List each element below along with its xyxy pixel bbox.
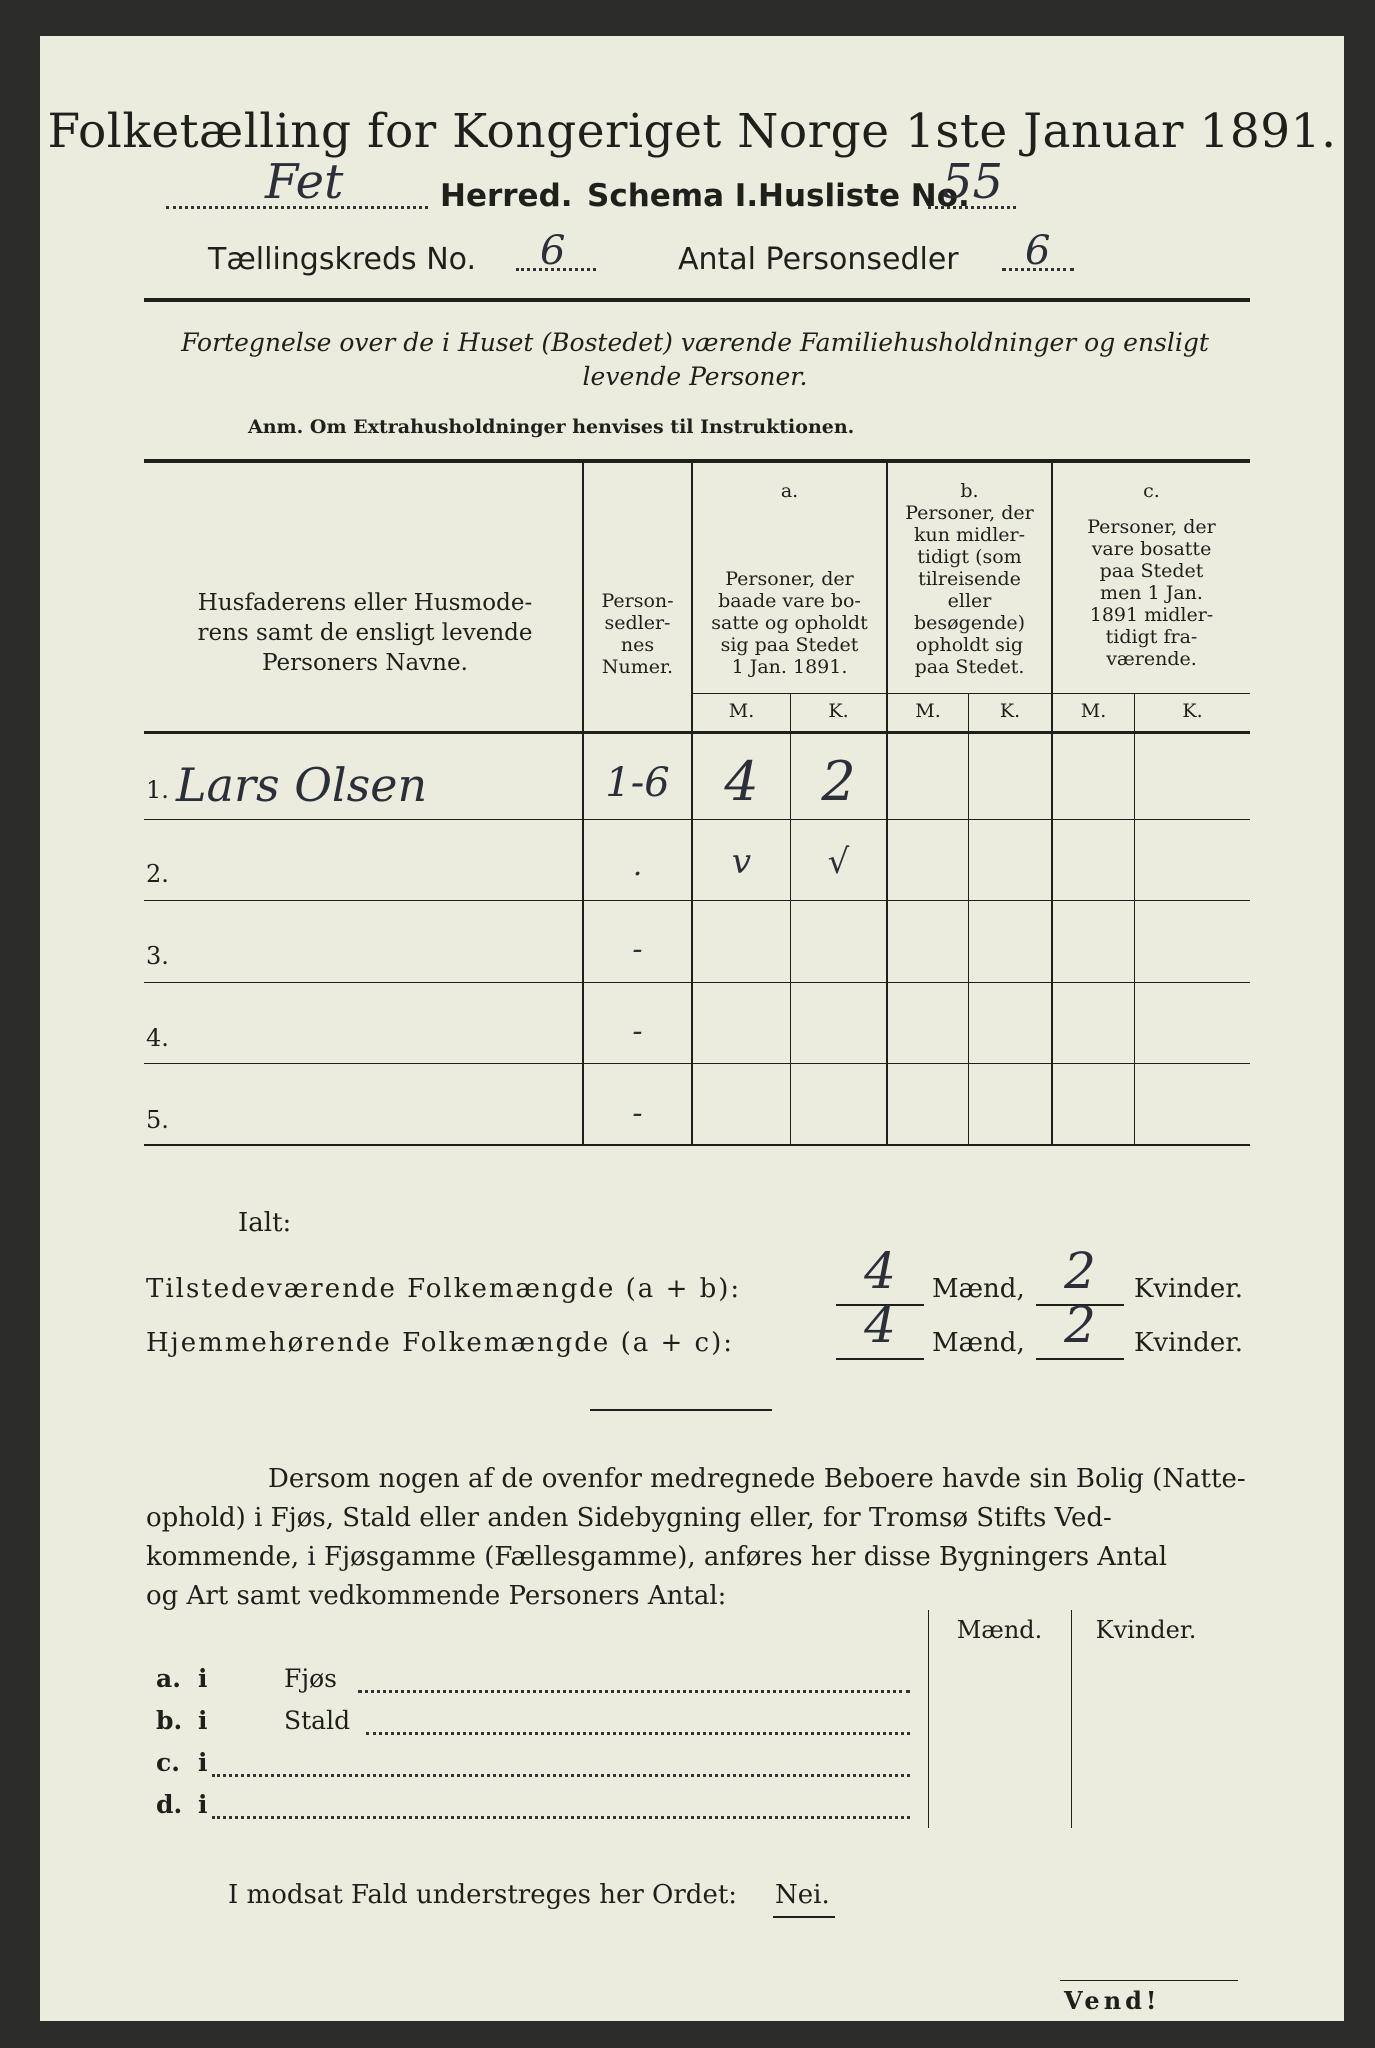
kreds-value: 6 [540, 228, 566, 274]
building-letter: a. [156, 1664, 181, 1693]
row-a-k: √ [827, 842, 850, 882]
vend-rule [1060, 1980, 1238, 1981]
header-rule [144, 298, 1250, 302]
row-sedler: - [632, 1096, 643, 1131]
census-form [40, 36, 1344, 2021]
row-rule-1 [144, 819, 1250, 820]
vend-label: Vend! [1064, 1986, 1161, 2015]
col-divider-c-mk [1134, 694, 1135, 1144]
row-a-m: 4 [724, 750, 759, 813]
nei-word: Nei. [775, 1880, 830, 1910]
col-a-letter: a. [780, 480, 799, 502]
herred-value: Fet [265, 154, 344, 210]
row-a-k: 2 [821, 750, 856, 813]
b-m-label: M. [915, 700, 941, 722]
tilstede-label: Tilstedeværende Folkemængde (a + b): [146, 1274, 742, 1304]
schema-label: Schema I. [587, 178, 759, 214]
hjemme-maend-label: Mænd, [932, 1328, 1025, 1358]
hjemme-m-value: 4 [864, 1296, 896, 1354]
antal-value: 6 [1025, 228, 1051, 274]
building-prep: i [198, 1664, 208, 1693]
b-k-label: K. [999, 700, 1021, 722]
nei-underline [773, 1916, 835, 1918]
hjemme-m-line [836, 1358, 924, 1360]
hjemme-label: Hjemmehørende Folkemængde (a + c): [146, 1328, 734, 1358]
anm-note: Anm. Om Extrahusholdninger henvises til Instruktionen. [248, 416, 855, 438]
col-num-header: Person- sedler- nes Numer. [601, 590, 674, 678]
table-bottom-rule [144, 1144, 1250, 1146]
tilstede-maend-label: Mænd, [932, 1274, 1025, 1304]
row-sedler: . [632, 848, 643, 883]
building-dots [212, 1816, 910, 1819]
row-rule-3 [144, 982, 1250, 983]
hjemme-kvinder-label: Kvinder. [1134, 1328, 1244, 1358]
col-c-letter: c. [1143, 480, 1160, 502]
row-number: 2. [146, 860, 169, 888]
row-number: 3. [146, 942, 169, 970]
building-prep: i [198, 1706, 208, 1735]
row-sedler: - [632, 932, 643, 967]
tilstede-k-value: 2 [1064, 1242, 1096, 1300]
col-c-header: Personer, der vare bosatte paa Stedet men 1 Jan. 1891 midler- tidigt fra- værende. [1087, 516, 1216, 670]
col-name-header: Husfaderens eller Husmode- rens samt de ensligt levende Personers Navne. [197, 590, 533, 676]
row-number: 4. [146, 1024, 169, 1052]
row-number: 5. [146, 1106, 169, 1134]
antal-label: Antal Personsedler [678, 242, 959, 277]
c-m-label: M. [1080, 700, 1107, 722]
tilstede-kvinder-label: Kvinder. [1134, 1274, 1244, 1304]
mk-header-rule [693, 693, 1250, 694]
building-letter: c. [156, 1748, 180, 1777]
col-b-header: Personer, der kun midler- tidigt (som tilreisende eller besøgende) opholdt sig paa Stedet. [905, 502, 1034, 678]
row-rule-4 [144, 1063, 1250, 1064]
building-dots [358, 1690, 910, 1693]
form-title: Folketælling for Kongeriget Norge 1ste Januar 1891. [47, 104, 1337, 159]
hjemme-k-value: 2 [1064, 1296, 1096, 1354]
row-a-m: v [731, 842, 752, 882]
hjemme-k-line [1036, 1358, 1124, 1360]
tilstede-m-value: 4 [864, 1242, 896, 1300]
building-label: Fjøs [284, 1664, 337, 1693]
intro-line-2: levende Personer. [582, 362, 808, 391]
kreds-label: Tællingskreds No. [208, 242, 476, 277]
c-k-label: K. [1182, 700, 1203, 722]
separator-rule [590, 1409, 772, 1411]
intro-line-1: Fortegnelse over de i Huset (Bostedet) værende Familiehusholdninger og ensligt [181, 328, 1209, 357]
a-m-label: M. [728, 700, 755, 722]
building-letter: b. [156, 1706, 183, 1735]
building-prep: i [198, 1748, 208, 1777]
building-dots [212, 1774, 910, 1777]
row-sedler: - [632, 1014, 643, 1049]
buildings-maend-header: Mænd. [956, 1616, 1043, 1644]
husliste-value: 55 [942, 154, 1004, 210]
instructions-paragraph: Dersom nogen af de ovenfor medregnede Beboere havde sin Bolig (Natte- ophold) i Fjøs, Stald eller anden Sidebygning eller, for Tromsø Stifts Ved- kommende, i Fjøsgamme (Fællesgamme), anføres her disse Bygningers Antal og Art samt vedkommende Personers Antal: [146, 1464, 1246, 1611]
col-a-header: Personer, der baade vare bo- satte og opholdt sig paa Stedet 1 Jan. 1891. [711, 568, 868, 678]
row-sedler: 1-6 [605, 760, 670, 806]
modsat-text: I modsat Fald understreges her Ordet: [228, 1880, 738, 1910]
building-label: Stald [284, 1706, 351, 1735]
building-prep: i [198, 1790, 208, 1819]
building-letter: d. [156, 1790, 183, 1819]
row-number: 1. [146, 776, 169, 804]
building-dots [366, 1732, 910, 1735]
herred-label: Herred. [440, 178, 573, 214]
husliste-label: Husliste No. [758, 178, 970, 214]
buildings-kvinder-header: Kvinder. [1095, 1616, 1197, 1644]
row-rule-2 [144, 900, 1250, 901]
table-header-rule [144, 731, 1250, 734]
table-top-rule [144, 459, 1250, 463]
a-k-label: K. [828, 700, 849, 722]
row-name: Lars Olsen [176, 758, 428, 812]
col-b-letter: b. [960, 480, 979, 502]
ialt-label: Ialt: [238, 1208, 292, 1238]
col-divider-b-mk [968, 694, 969, 1144]
